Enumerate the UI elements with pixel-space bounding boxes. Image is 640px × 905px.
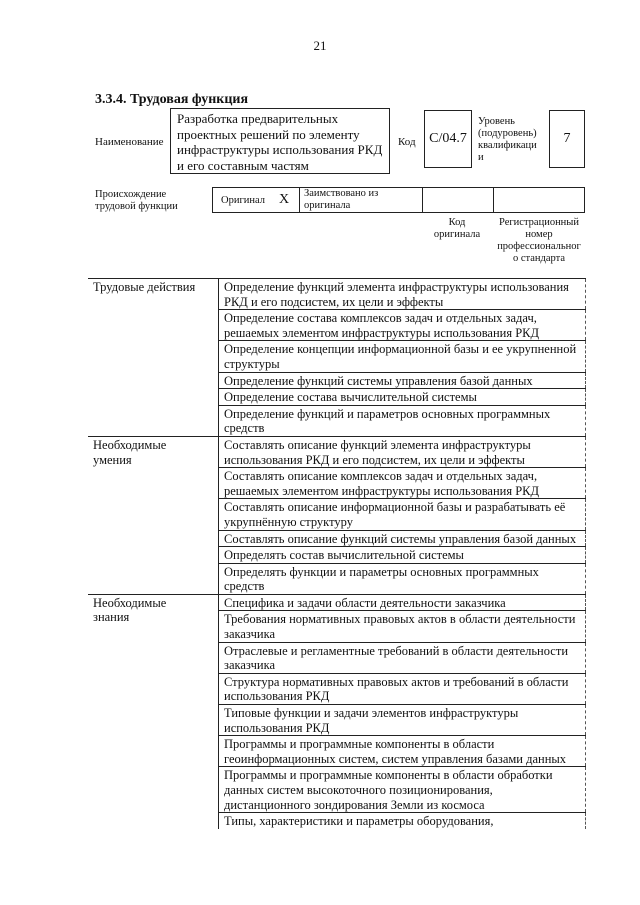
table-row bbox=[88, 594, 586, 611]
table-row bbox=[88, 436, 586, 467]
list-item: Программы и программные компоненты в области обработки данных систем высокоточного позиционирования, дистанционного зондирования Земли из космоса bbox=[219, 767, 586, 813]
list-item: Определение функций элемента инфраструктуры использования РКД и его подсистем, их цели и эффекты bbox=[219, 279, 586, 310]
list-item: Специфика и задачи области деятельности заказчика bbox=[219, 594, 586, 611]
list-item: Программы и программные компоненты в области геоинформационных систем, систем управления базами данных bbox=[219, 736, 586, 767]
list-item: Определение состава комплексов задач и отдельных задач, решаемых элементом инфраструктуры использования РКД bbox=[219, 310, 586, 341]
borrowed-label: Заимствовано из оригинала bbox=[304, 188, 379, 211]
list-item: Определение состава вычислительной системы bbox=[219, 389, 586, 406]
list-item: Составлять описание функций системы управления базой данных bbox=[219, 530, 586, 547]
reg-number-caption: Регистрационный номер профессиональног о стандарта bbox=[497, 217, 581, 264]
list-item: Составлять описание комплексов задач и отдельных задач, решаемых элементом инфраструктуры использования РКД bbox=[219, 468, 586, 499]
list-item: Определение функций и параметров основных программных средств bbox=[219, 405, 586, 436]
code-original-cell bbox=[422, 188, 494, 212]
code-label: Код bbox=[398, 136, 416, 148]
origin-row bbox=[212, 187, 585, 213]
list-item: Структура нормативных правовых актов и требований в области использования РКД bbox=[219, 673, 586, 704]
section-title: Трудовые действия bbox=[88, 279, 219, 437]
code-value-box: С/04.7 bbox=[424, 110, 472, 168]
section-title: Необходимые умения bbox=[88, 436, 219, 594]
list-item: Определение функций системы управления базой данных bbox=[219, 372, 586, 389]
list-item: Составлять описание функций элемента инфраструктуры использования РКД и его подсистем, их цели и эффекты bbox=[219, 436, 586, 467]
page-number: 21 bbox=[313, 38, 327, 53]
original-mark: X bbox=[279, 192, 290, 207]
level-label: Уровень (подуровень) квалификаци и bbox=[478, 116, 537, 163]
code-original-caption: Код оригинала bbox=[433, 217, 481, 240]
original-label: Оригинал bbox=[221, 195, 265, 206]
section-title: Необходимые знания bbox=[88, 594, 219, 828]
list-item: Типовые функции и задачи элементов инфраструктуры использования РКД bbox=[219, 705, 586, 736]
origin-label: Происхождение трудовой функции bbox=[95, 189, 178, 212]
table-row bbox=[88, 279, 586, 310]
list-item: Составлять описание информационной базы и разрабатывать её укрупнённую структуру bbox=[219, 499, 586, 530]
original-cell bbox=[212, 188, 300, 212]
name-label: Наименование bbox=[95, 136, 164, 148]
list-item: Определять функции и параметры основных программных средств bbox=[219, 563, 586, 594]
list-item: Определение концепции информационной базы и ее укрупненной структуры bbox=[219, 341, 586, 372]
list-item: Отраслевые и регламентные требований в области деятельности заказчика bbox=[219, 642, 586, 673]
level-value-box: 7 bbox=[549, 110, 585, 168]
function-name-box: Разработка предварительных проектных решений по элементу инфраструктуры использования РКД и его составным частям bbox=[170, 108, 390, 174]
section-heading: 3.3.4. Трудовая функция bbox=[95, 92, 249, 107]
list-item: Требования нормативных правовых актов в области деятельности заказчика bbox=[219, 611, 586, 642]
list-item: Определять состав вычислительной системы bbox=[219, 547, 586, 564]
reg-number-cell bbox=[492, 188, 585, 212]
function-details-table bbox=[88, 278, 586, 829]
list-item: Типы, характеристики и параметры оборудования, bbox=[219, 813, 586, 829]
